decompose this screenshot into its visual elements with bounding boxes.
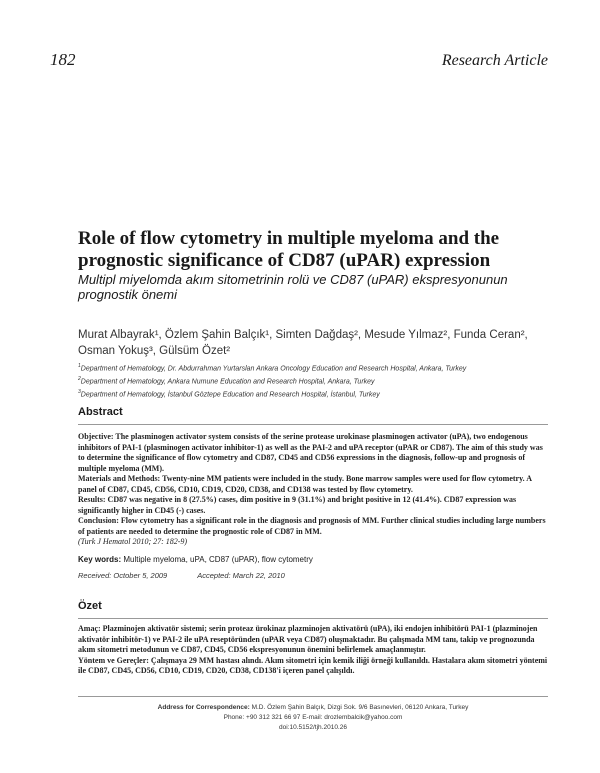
abstract-rule	[78, 424, 548, 425]
article-subtitle: Multipl miyelomda akım sitometrinin rolü ve CD87 (uPAR) ekspresyonunun prognostik önemi	[78, 272, 508, 302]
abstract-methods: Materials and Methods: Twenty-nine MM patients were included in the study. Bone marrow samples were used for flow cytometry. A panel of CD87, CD45, CD56, CD10, CD19, CD20, CD38, and CD138 was tested by flow cytometry.	[78, 474, 532, 494]
abstract-objective: Objective: The plasminogen activator system consists of the serine protease urokinase plasminogen activator (uPA), two endogenous inhibitors of PAI-1 (plasminogen activator inhibitor-1) as well as the PAI-2 and uPA receptor (uPAR or CD87). The aim of this study was to determine the significance of flow cytometry and CD87, CD45 and CD56 expressions in the diagnosis, follow-up and prognosis of multiple myeloma (MM).	[78, 432, 543, 473]
page-number: 182	[50, 50, 76, 69]
affiliation-1: $^1$Department of Hematology, Dr. Abdurrahman Yurtarslan Ankara Oncology Education and Research Hospital, Ankara, Turkey	[78, 363, 467, 373]
correspondence-contact: Phone: +90 312 321 66 97 E-mail: drozlembalcik@yahoo.com	[223, 714, 403, 721]
ozet-amac: Amaç: Plazminojen aktivatör sistemi; serin proteaz ürokinaz plazminojen aktivatörü (uPA), iki endojen inhibitörü PAI-1 (plazminojen aktivatör inhibitör-1) ve PAI-2 ile uPA reseptöründen (uPAR veya CD87) oluşmaktadır. Bu çalışmada MM tanı, takip ve prognozunda akım sitometri metodunun ve CD87, CD45, CD56 ekspresyonunun önemini belirlemek amaçlanmıştır.	[78, 624, 538, 654]
abstract-body	[78, 432, 548, 548]
section-label: Research Article	[441, 52, 548, 69]
received-date: Received: October 5, 2009	[78, 571, 168, 580]
citation: (Turk J Hematol 2010; 27: 182-9)	[78, 537, 188, 546]
ozet-yontem: Yöntem ve Gereçler: Çalışmaya 29 MM hastası alındı. Akım sitometri için kemik iliği örneği kullanıldı. Hastalara akım sitometri yöntemi ile CD87, CD45, CD56, CD10, CD19, CD20, CD38, CD138'i içeren panel çalışıldı.	[78, 655, 548, 675]
affiliation-3: $^3$Department of Hematology, İstanbul Göztepe Education and Research Hospital, İstanbul, Turkey	[78, 389, 380, 399]
ozet-body	[78, 624, 548, 677]
footer-rule	[78, 696, 548, 697]
correspondence-footer	[78, 703, 548, 733]
ozet-heading: Özet	[78, 600, 102, 612]
doi: doi:10.5152/tjh.2010.26	[279, 724, 347, 731]
article-dates	[78, 571, 285, 580]
abstract-conclusion: Conclusion: Flow cytometry has a significant role in the diagnosis and prognosis of MM. Further clinical studies including large numbers of patients are needed to determine the prognostic role of CD87 in MM.	[78, 516, 546, 536]
abstract-heading: Abstract	[78, 406, 123, 418]
accepted-date: Accepted: March 22, 2010	[197, 571, 285, 580]
article-title: Role of flow cytometry in multiple myeloma and the prognostic significance of CD87 (uPAR) expression	[78, 228, 500, 271]
abstract-results: Results: CD87 was negative in 8 (27.5%) cases, dim positive in 9 (31.1%) and bright positive in 12 (41.4%). CD87 expression was significantly higher in CD45 (-) cases.	[78, 495, 517, 515]
keywords: Key words: Multiple myeloma, uPA, CD87 (uPAR), flow cytometry	[78, 555, 313, 564]
ozet-rule	[78, 618, 548, 619]
affiliation-2: $^2$Department of Hematology, Ankara Numune Education and Research Hospital, Ankara, Turkey	[78, 376, 375, 386]
author-list: Murat Albayrak¹, Özlem Şahin Balçık¹, Simten Dağdaş², Mesude Yılmaz², Funda Ceran², Osman Yokuş³, Gülsüm Özet²	[78, 329, 528, 357]
correspondence-address: Address for Correspondence: M.D. Özlem Şahin Balçık, Dizgi Sok. 9/6 Basınevleri, 06120 Ankara, Turkey	[157, 704, 469, 711]
